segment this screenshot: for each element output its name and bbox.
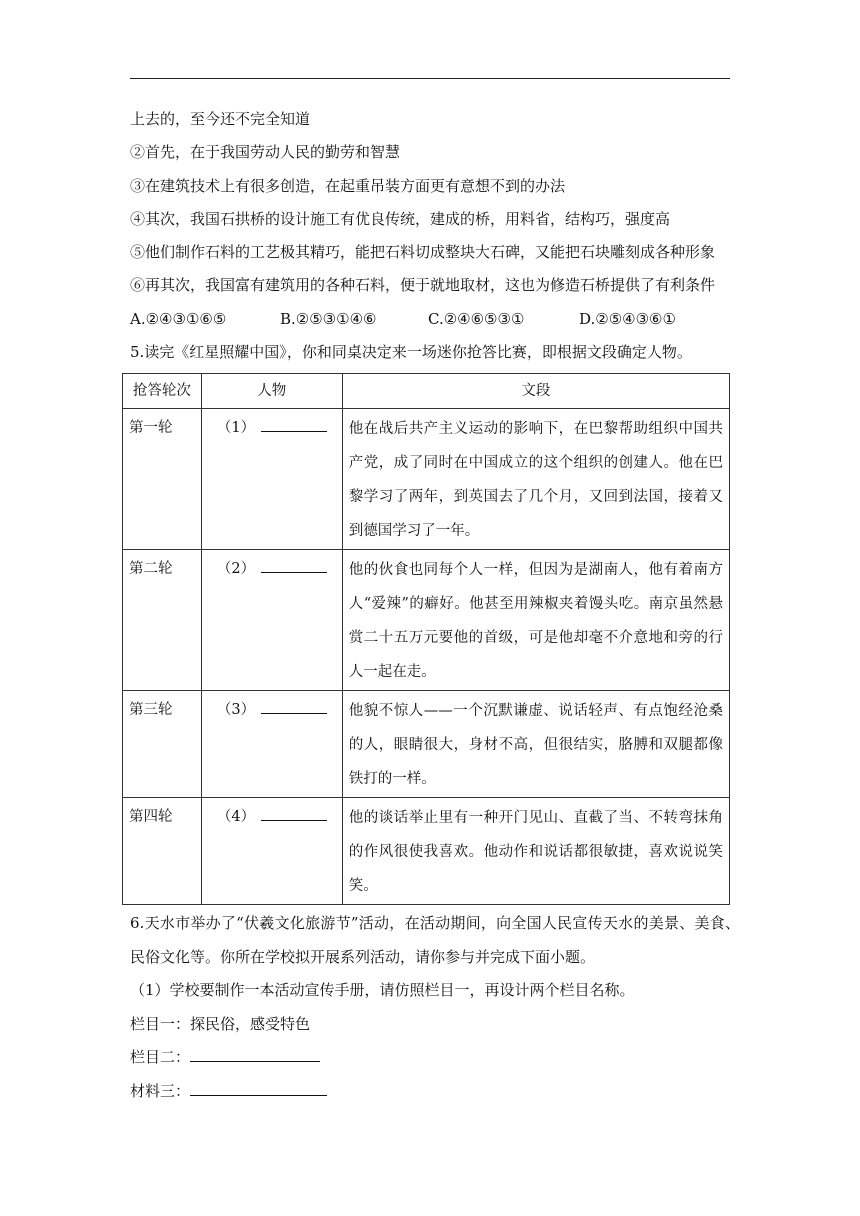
column-3	[130, 1075, 740, 1109]
answer-blank[interactable]	[261, 693, 327, 714]
round-cell: 第一轮	[123, 409, 202, 550]
column-2-blank[interactable]	[190, 1041, 320, 1062]
blank-number: （3）	[216, 702, 256, 719]
text-line: 上去的，至今还不完全知道	[130, 110, 311, 128]
table-row	[123, 691, 730, 798]
quiz-table	[122, 373, 730, 905]
text-line: ③在建筑技术上有很多创造，在起重吊装方面更有意想不到的办法	[130, 176, 566, 195]
passage-cell: 他貌不惊人——一个沉默谦虚、说话轻声、有点饱经沧桑的人，眼睛很大，身材不高，但很结实，胳膊和双腿都像铁打的一样。	[342, 691, 729, 798]
person-cell	[201, 409, 342, 550]
person-cell	[201, 550, 342, 691]
header-round: 抢答轮次	[123, 374, 202, 409]
table-row	[123, 409, 730, 550]
person-cell	[201, 691, 342, 798]
column-3-blank[interactable]	[190, 1075, 327, 1096]
header-rule	[130, 78, 730, 79]
column-2-label: 栏目二：	[130, 1048, 191, 1067]
table-header-row	[123, 374, 730, 409]
passage-cell: 他的谈话举止里有一种开门见山、直截了当、不转弯抹角的作风很使我喜欢。他动作和说话都很敏捷，喜欢说说笑笑。	[342, 798, 729, 905]
round-cell: 第三轮	[123, 691, 202, 798]
header-passage: 文段	[342, 374, 729, 409]
passage-cell: 他在战后共产主义运动的影响下，在巴黎帮助组织中国共产党，成了同时在中国成立的这个组织的创建人。他在巴黎学习了两年，到英国去了几个月，又回到法国，接着又到德国学习了一年。	[342, 409, 729, 550]
blank-number: （1）	[216, 420, 256, 437]
text-line: ⑤他们制作石料的工艺极其精巧，能把石料切成整块大石碑，又能把石块雕刻成各种形象	[130, 243, 716, 262]
option-d: D.②⑤④③⑥①	[579, 309, 676, 328]
blank-number: （4）	[216, 809, 256, 826]
answer-options	[130, 308, 740, 330]
option-a: A.②④③①⑥⑤	[130, 309, 227, 328]
passage-cell: 他的伙食也同每个人一样，但因为是湖南人，他有着南方人“爱辣”的癖好。他甚至用辣椒夹着馒头吃。南京虽然悬赏二十五万元要他的首级，可是他却毫不介意地和旁的行人一起在走。	[342, 550, 729, 691]
answer-blank[interactable]	[261, 411, 327, 432]
column-2	[130, 1041, 740, 1075]
answer-blank[interactable]	[261, 552, 327, 573]
question-6-prompt: 6.天水市举办了“伏羲文化旅游节”活动，在活动期间，向全国人民宣传天水的美景、美食、民俗文化等。你所在学校拟开展系列活动，请你参与并完成下面小题。	[130, 914, 740, 966]
round-cell: 第四轮	[123, 798, 202, 905]
header-person: 人物	[201, 374, 342, 409]
text-line: ②首先，在于我国劳动人民的勤劳和智慧	[130, 143, 401, 162]
column-3-label: 材料三：	[130, 1081, 191, 1100]
blank-number: （2）	[216, 561, 256, 578]
page-content	[130, 108, 740, 1108]
option-c: C.②④⑥⑤③①	[428, 309, 525, 328]
question-6-sub1: （1）学校要制作一本活动宣传手册，请仿照栏目一，再设计两个栏目名称。	[130, 981, 635, 1000]
table-row	[123, 798, 730, 905]
table-row	[123, 550, 730, 691]
question-5-prompt: 5.读完《红星照耀中国》，你和同桌决定来一场迷你抢答比赛，即根据文段确定人物。	[130, 343, 692, 362]
option-b: B.②⑤③①④⑥	[280, 309, 377, 328]
text-line: ④其次，我国石拱桥的设计施工有优良传统，建成的桥，用料省，结构巧，强度高	[130, 209, 671, 228]
text-line: ⑥再其次，我国富有建筑用的各种石料，便于就地取材，这也为修造石桥提供了有利条件	[130, 276, 716, 295]
answer-blank[interactable]	[261, 800, 327, 821]
round-cell: 第二轮	[123, 550, 202, 691]
person-cell	[201, 798, 342, 905]
column-1: 栏目一：探民俗，感受特色	[130, 1014, 311, 1033]
